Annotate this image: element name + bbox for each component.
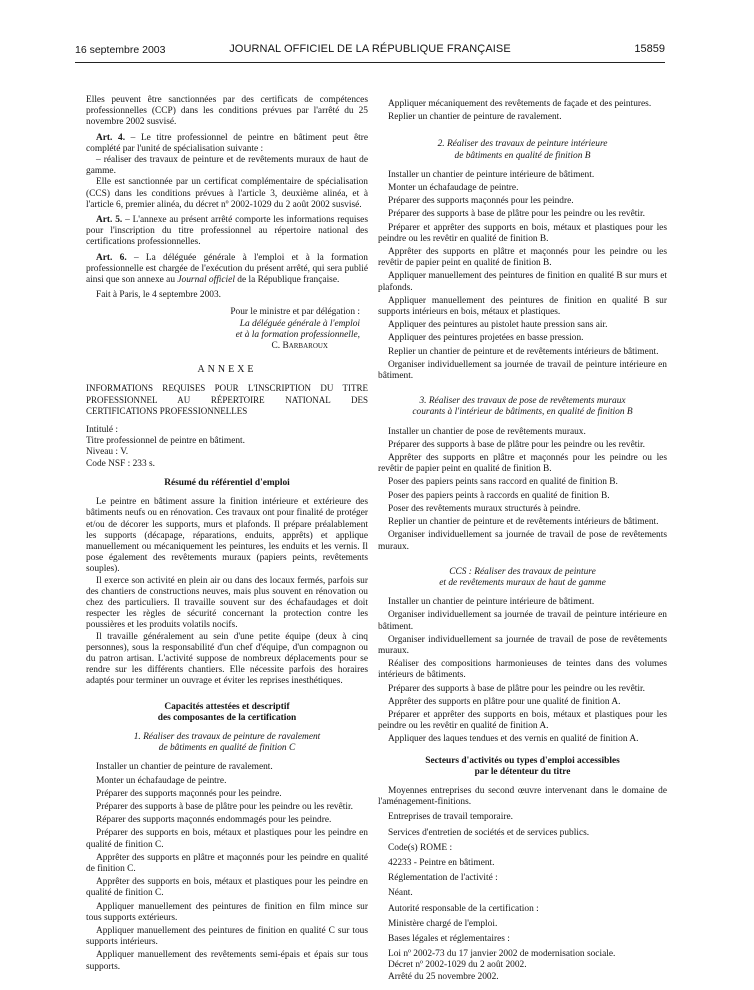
certification-info: Intitulé : Titre professionnel de peintre en bâtiment. Niveau : V. Code NSF : 233 s.	[86, 425, 245, 469]
capacity-list	[378, 170, 667, 382]
list-item: Appliquer manuellement des peintures de finition en qualité B sur supports intérieurs en bois, métaux et plastiques.	[378, 295, 667, 318]
article-6: Art. 6. – La déléguée générale à l'emploi et à la formation professionnelle est chargée de l'exécution du présent arrêté, qui sera publié ainsi que son annexe au Journal officiel de la République française.	[86, 252, 368, 286]
signature-block: Pour le ministre et par délégation : La déléguée générale à l'emploi et à la formation professionnelle, C. Barbaroux	[230, 307, 360, 352]
list-item: Monter un échafaudage de peintre.	[388, 183, 519, 194]
list-item: – réaliser des travaux de peinture et de revêtements muraux de haut de gamme.	[86, 155, 368, 177]
list-item: Replier un chantier de peinture de ravalement.	[388, 112, 562, 123]
section-heading: Résumé du référentiel d'emploi	[164, 477, 290, 488]
article-5: Art. 5. – L'annexe au présent arrêté comporte les informations requises pour l'inscription du titre professionnel au répertoire national des certifications professionnelles.	[86, 215, 368, 248]
list-item: Replier un chantier de peinture et de revêtements intérieurs de bâtiment.	[388, 517, 659, 528]
right-column	[378, 97, 667, 983]
list-item: Préparer des supports maçonnés pour les peindre.	[96, 788, 282, 799]
subsection-title: CCS : Réaliser des travaux de peinture et de revêtements muraux de haut de gamme	[439, 566, 606, 588]
list-item: Organiser individuellement sa journée de travail de pose de revêtements muraux.	[378, 634, 667, 656]
list-item: Apprêter des supports en plâtre et maçonnés pour les peindre ou les revêtir de papier peint en qualité de finition B.	[378, 453, 667, 475]
list-item: Organiser individuellement sa journée de travail de pose de revêtements muraux.	[378, 530, 667, 552]
list-item: Organiser individuellement sa journée de travail de peinture intérieure en bâtiment.	[378, 610, 667, 632]
list-item: Apprêter des supports en plâtre et maçonnés pour les peindre ou les revêtir de papier peint en qualité de finition B.	[378, 247, 667, 269]
header-journal-title: JOURNAL OFFICIEL DE LA RÉPUBLIQUE FRANÇAISE	[229, 43, 511, 55]
list-item: Préparer des supports à base de plâtre pour les peindre ou les revêtir.	[388, 439, 645, 450]
capacity-list	[86, 762, 368, 972]
list-item: Préparer des supports à base de plâtre pour les peindre ou les revêtir.	[96, 801, 353, 812]
list-item: Installer un chantier de peinture de ravalement.	[96, 762, 273, 773]
annexe-info-heading: INFORMATIONS REQUISES POUR L'INSCRIPTION DU TITRE PROFESSIONNEL AU RÉPERTOIRE NATIONAL DES CERTIFICATIONS PROFESSIONNELLES	[86, 383, 368, 416]
left-column	[86, 95, 368, 973]
paragraph: Il travaille généralement au sein d'une petite équipe (deux à cinq personnes), sous la responsabilité d'un chef d'équipe, d'un compagnon ou du patron artisan. L'activité suppose de nombreux déplacements pour se rendre sur les différents chantiers. Elle nécessite parfois des horaires adaptés pour terminer un ouvrage et éviter les reprises inesthétiques.	[86, 631, 368, 687]
article-label: Art. 4.	[96, 132, 126, 143]
capacity-list	[378, 597, 667, 745]
list-item: Préparer des supports en bois, métaux et plastiques pour les peindre en qualité de finition C.	[86, 828, 368, 850]
list-item: Appliquer manuellement des revêtements semi-épais et épais sur tous supports.	[86, 950, 368, 972]
signature-date: Fait à Paris, le 4 septembre 2003.	[96, 290, 221, 301]
annexe-heading: ANNEXE	[197, 364, 257, 376]
list-item: Préparer des supports à base de plâtre pour les peindre ou les revêtir.	[388, 683, 645, 694]
paragraph: Il exerce son activité en plein air ou dans des locaux fermés, parfois sur des chantiers de constructions neuves, mais plus souvent en rénovation ou chez des particuliers. Il travaille souvent sur des échafaudages et doit respecter les règles de sécurité concernant la protection contre les poussières et les produits volatils nocifs.	[86, 575, 368, 631]
list-item: Monter un échafaudage de peintre.	[96, 775, 227, 786]
list-item: Appliquer manuellement des peintures de finition en qualité B sur murs et plafonds.	[378, 271, 667, 293]
capacity-list	[378, 427, 667, 553]
list-item: Apprêter des supports en plâtre pour une qualité de finition A.	[388, 696, 621, 707]
list-item: Installer un chantier de peinture intérieure de bâtiment.	[388, 169, 595, 180]
list-item: Réparer des supports maçonnés endommagés pour les peindre.	[96, 815, 332, 826]
sector-info: Moyennes entreprises du second œuvre intervenant dans le domaine de l'aménagement-finitions. Entreprises de travail temporaire. Services d'entretien de sociétés et de services publics. Code(s) ROME : 42233 - Peintre en bâtiment. Réglementation de l'activité : Néant. Autorité responsable de la certification : Ministère chargé de l'emploi. Bases légales et réglementaires : Loi nº 2002-73 du 17 janvier 2002 de modernisation sociale. Décret nº 2002-1029 du 2 août 2002. Arrêté du 25 novembre 2002.	[378, 785, 667, 982]
subsection-title: 1. Réaliser des travaux de peinture de ravalement de bâtiments en qualité de finition C	[133, 731, 321, 754]
list-item: Installer un chantier de pose de revêtements muraux.	[388, 426, 586, 437]
section-heading: Capacités attestées et descriptif des composantes de la certification	[157, 701, 297, 723]
section-heading: Secteurs d'activités ou types d'emploi accessibles par le détenteur du titre	[425, 755, 620, 777]
list-item: Poser des revêtements muraux structurés à peindre.	[388, 503, 581, 514]
list-item: Appliquer manuellement des peintures de finition en film mince sur tous supports extérieurs.	[86, 901, 368, 923]
header-date: 16 septembre 2003	[75, 44, 166, 56]
list-item: Préparer et apprêter des supports en bois, métaux et plastiques pour les peindre ou les revêtir en qualité de finition B.	[378, 222, 667, 244]
list-item: Appliquer manuellement des peintures de finition en qualité C sur tous supports intérieurs.	[86, 926, 368, 948]
list-item: Réaliser des compositions harmonieuses de teintes dans des volumes intérieurs de bâtiments.	[378, 659, 667, 681]
page-header	[75, 44, 665, 60]
article-label: Art. 5.	[96, 215, 123, 226]
article-label: Art. 6.	[96, 252, 127, 263]
capacity-list	[378, 99, 667, 123]
list-item: Appliquer mécaniquement des revêtements de façade et des peintures.	[388, 99, 652, 109]
subsection-title: 3. Réaliser des travaux de pose de revêtements muraux courants à l'intérieur de bâtiments, en qualité de finition B	[412, 396, 633, 418]
list-item: Organiser individuellement sa journée de travail de peinture intérieure en bâtiment.	[378, 359, 667, 382]
list-item: Préparer des supports maçonnés pour les peindre.	[388, 196, 574, 207]
paragraph: Elles peuvent être sanctionnées par des certificats de compétences professionnelles (CCP) dans les conditions prévues par l'arrêté du 25 novembre 2002 susvisé.	[86, 95, 368, 128]
paragraph: Elle est sanctionnée par un certificat complémentaire de spécialisation (CCS) dans les conditions prévues à l'article 3, deuxième alinéa, et à l'article 6, premier alinéa, du décret nº 2002-1029 du 2 août 2002 susvisé.	[86, 177, 368, 210]
subsection-title: 2. Réaliser des travaux de peinture intérieure de bâtiments en qualité de finition B	[437, 139, 608, 161]
list-item: Installer un chantier de peinture intérieure de bâtiment.	[388, 597, 595, 608]
list-item: Apprêter des supports en bois, métaux et plastiques pour les peindre en qualité de finition C.	[86, 877, 368, 899]
article-4: Art. 4. – Le titre professionnel de peintre en bâtiment peut être complété par l'unité de spécialisation suivante :	[86, 132, 368, 154]
list-item: Préparer des supports à base de plâtre pour les peindre ou les revêtir.	[388, 209, 645, 220]
list-item: Préparer et apprêter des supports en bois, métaux et plastiques pour les peindre ou les revêtir en qualité de finition A.	[378, 709, 667, 732]
list-item: Replier un chantier de peinture et de revêtements intérieurs de bâtiment.	[388, 346, 659, 357]
header-rule	[75, 62, 665, 63]
list-item: Appliquer des peintures projetées en basse pression.	[388, 333, 584, 344]
header-page-number: 15859	[634, 43, 665, 55]
list-item: Appliquer des peintures au pistolet haute pression sans air.	[388, 320, 608, 331]
list-item: Poser des papiers peints à raccords en qualité de finition B.	[388, 490, 610, 501]
list-item: Apprêter des supports en plâtre et maçonnés pour les peindre en qualité de finition C.	[86, 852, 368, 874]
list-item: Appliquer des laques tendues et des vernis en qualité de finition A.	[388, 734, 639, 745]
paragraph: Le peintre en bâtiment assure la finition intérieure et extérieure des bâtiments neufs ou en rénovation. Ces travaux ont pour finalité de protéger et/ou de décorer les supports, murs et plafonds. Il prépare préalablement les supports (décapage, réparations, enduits, apprêts) et applique manuellement ou mécaniquement les peintures, les enduits et les vernis. Il pose également des revêtements muraux (papiers peints, revêtements souples).	[86, 497, 368, 575]
list-item: Poser des papiers peints sans raccord en qualité de finition B.	[388, 477, 618, 488]
